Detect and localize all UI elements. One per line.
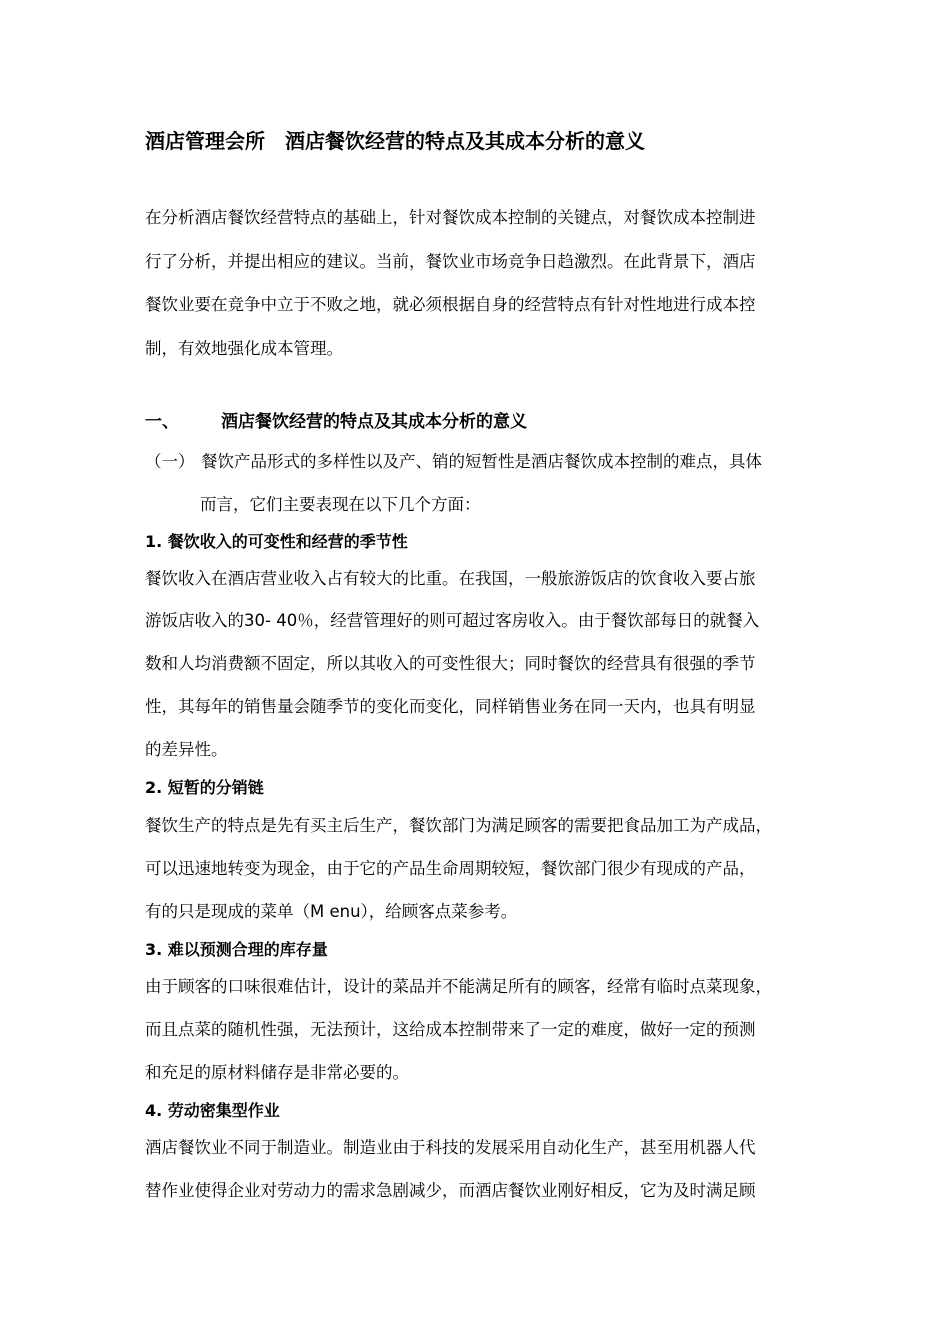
item-heading: 1. 餐饮收入的可变性和经营的季节性 bbox=[145, 532, 408, 551]
intro-line: 制，有效地强化成本管理。 bbox=[145, 339, 343, 358]
section-heading bbox=[145, 409, 527, 435]
paragraph-line: 游饭店收入的30- 40％，经营管理好的则可超过客房收入。由于餐饮部每日的就餐入 bbox=[145, 611, 760, 630]
item-heading: 3. 难以预测合理的库存量 bbox=[145, 940, 328, 959]
item-heading: 2. 短暂的分销链 bbox=[145, 778, 264, 797]
document-title: 酒店管理会所 酒店餐饮经营的特点及其成本分析的意义 bbox=[145, 129, 645, 153]
paragraph-line: 替作业使得企业对劳动力的需求急剧减少，而酒店餐饮业刚好相反，它为及时满足顾 bbox=[145, 1181, 756, 1200]
intro-line: 餐饮业要在竞争中立于不败之地，就必须根据自身的经营特点有针对性地进行成本控 bbox=[145, 295, 756, 314]
paragraph-line: 由于顾客的口味很难估计，设计的菜品并不能满足所有的顾客，经常有临时点菜现象， bbox=[145, 977, 772, 996]
paragraph-line: 和充足的原材料储存是非常必要的。 bbox=[145, 1063, 409, 1082]
section-number: 一、 bbox=[145, 412, 179, 432]
paragraph-line: 可以迅速地转变为现金，由于它的产品生命周期较短，餐饮部门很少有现成的产品， bbox=[145, 859, 756, 878]
paragraph-line: 的差异性。 bbox=[145, 740, 228, 759]
paragraph-line: 餐饮生产的特点是先有买主后生产，餐饮部门为满足顾客的需要把食品加工为产成品， bbox=[145, 816, 772, 835]
section-title: 酒店餐饮经营的特点及其成本分析的意义 bbox=[221, 412, 527, 432]
intro-line: 行了分析，并提出相应的建议。当前，餐饮业市场竞争日趋激烈。在此背景下，酒店 bbox=[145, 252, 756, 271]
paragraph-line: 餐饮收入在酒店营业收入占有较大的比重。在我国，一般旅游饭店的饮食收入要占旅 bbox=[145, 569, 756, 588]
paragraph-line: 有的只是现成的菜单（M enu），给顾客点菜参考。 bbox=[145, 902, 518, 921]
subsection-continuation: 而言，它们主要表现在以下几个方面： bbox=[200, 495, 481, 514]
paragraph-line: 而且点菜的随机性强，无法预计，这给成本控制带来了一定的难度，做好一定的预测 bbox=[145, 1020, 756, 1039]
paragraph-line: 数和人均消费额不固定，所以其收入的可变性很大；同时餐饮的经营具有很强的季节 bbox=[145, 654, 756, 673]
intro-line: 在分析酒店餐饮经营特点的基础上，针对餐饮成本控制的关键点，对餐饮成本控制进 bbox=[145, 208, 756, 227]
item-heading: 4. 劳动密集型作业 bbox=[145, 1101, 280, 1120]
subsection-number: （一） bbox=[145, 452, 195, 471]
subsection-heading bbox=[145, 450, 762, 474]
subsection-text: 餐饮产品形式的多样性以及产、销的短暂性是酒店餐饮成本控制的难点，具体 bbox=[201, 452, 762, 471]
paragraph-line: 性，其每年的销售量会随季节的变化而变化，同样销售业务在同一天内，也具有明显 bbox=[145, 697, 756, 716]
paragraph-line: 酒店餐饮业不同于制造业。制造业由于科技的发展采用自动化生产，甚至用机器人代 bbox=[145, 1138, 756, 1157]
